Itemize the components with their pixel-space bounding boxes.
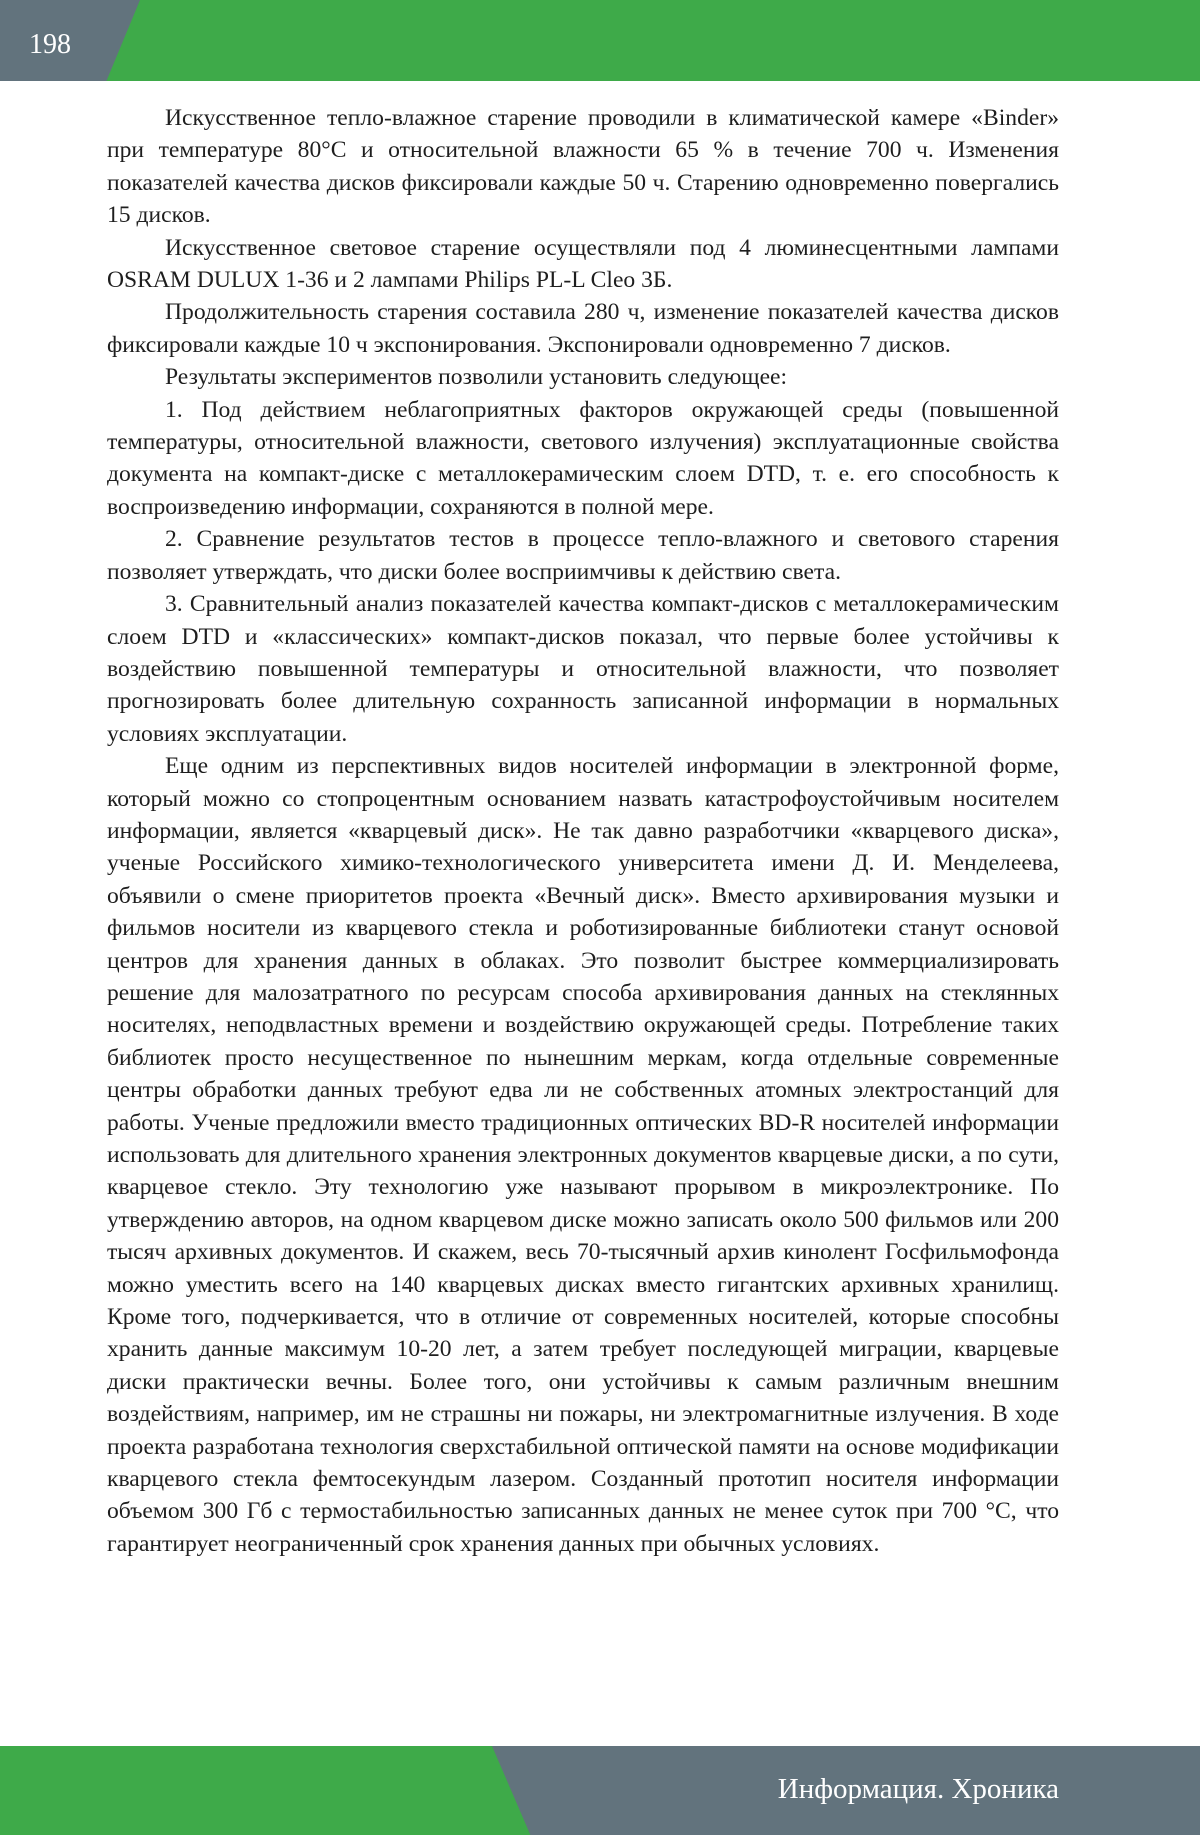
paragraph-quartz-disk: Еще одним из перспективных видов носителей информации в электронной форме, который можно со стопроцентным основанием назвать катастрофоустойчивым носителем информации, является «кварцевый диск». Не так давно разработчики «кварцевого диска», ученые Российского химико-технологического университета имени Д. И. Менделеева, объявили о смене приоритетов проекта «Вечный диск». Вместо архивирования музыки и фильмов носители из кварцевого стекла и роботизированные библиотеки станут основой центров для хранения данных в облаках. Это позволит быстрее коммерциализировать решение для малозатратного по ресурсам способа архивирования данных на стеклянных носителях, неподвластных времени и воздействию окружающей среды. Потребление таких библиотек просто несущественное по нынешним меркам, когда отдельные современные центры обработки данных требуют едва ли не собственных атомных электростанций для работы. Ученые предложили вместо традиционных оптических BD-R носителей информации использовать для длительного хранения электронных документов кварцевые диски, а по сути, кварцевое стекло. Эту технологию уже называют прорывом в микроэлектронике. По утверждению авторов, на одном кварцевом диске можно записать около 500 фильмов или 200 тысяч архивных документов. И скажем, весь 70-тысячный архив кинолент Госфильмофонда можно уместить всего на 140 кварцевых дисках вместо гигантских архивных хранилищ. Кроме того, подчеркивается, что в отличие от современных носителей, которые способны хранить данные максимум 10-20 лет, а затем требует последующей миграции, кварцевые диски практически вечны. Более того, они устойчивы к самым различным внешним воздействиям, например, им не страшны ни пожары, ни электромагнитные излучения. В ходе проекта разработана технология сверхстабильной оптической памяти на основе модификации кварцевого стекла фемтосекундым лазером. Созданный прототип носителя информации объемом 300 Гб с термостабильностью записанных данных не менее суток при 700 °С, что гарантирует неограниченный срок хранения данных при обычных условиях. <box>107 753 1059 1557</box>
list-item-3: 3. Сравнительный анализ показателей качества компакт-дисков с металлокерамическим слоем DTD и «классических» компакт-дисков показал, что первые более устойчивы к воздействию повышенной температуры и относительной влажности, что позволяет прогнозировать более длительную сохранность записанной информации в нормальных условиях эксплуатации. <box>107 591 1059 747</box>
page-header <box>0 0 1200 81</box>
header-green-band <box>0 0 1200 81</box>
paragraph-3: Продолжительность старения составила 280 ч, изменение показателей качества дисков фиксировали каждые 10 ч экспонирования. Экспонировали одновременно 7 дисков. <box>107 299 1059 358</box>
page-number: 198 <box>29 29 71 60</box>
article-body <box>107 102 1059 1560</box>
list-item-1: 1. Под действием неблагоприятных факторов окружающей среды (повышенной температуры, относительной влажности, светового излучения) эксплуатационные свойства документа на компакт-диске с металлокерамическим слоем DTD, т. е. его способность к воспроизведению информации, сохраняются в полной мере. <box>107 396 1059 520</box>
paragraph-2: Искусственное световое старение осуществляли под 4 люминесцентными лампами OSRAM DULUX 1-36 и 2 лампами Philips PL-L Cleo 3Б. <box>107 234 1059 294</box>
page-footer <box>0 1746 1200 1835</box>
list-item-2: 2. Сравнение результатов тестов в процессе тепло-влажного и светового старения позволяет утверждать, что диски более восприимчивы к действию света. <box>107 526 1059 585</box>
paragraph-1: Искусственное тепло-влажное старение проводили в климатической камере «Binder» при температуре 80°С и относительной влажности 65 % в течение 700 ч. Изменения показателей качества дисков фиксировали каждые 50 ч. Старению одновременно повергались 15 дисков. <box>107 105 1059 229</box>
section-title: Информация. Хроника <box>777 1773 1059 1805</box>
paragraph-4: Результаты экспериментов позволили установить следующее: <box>165 364 788 391</box>
